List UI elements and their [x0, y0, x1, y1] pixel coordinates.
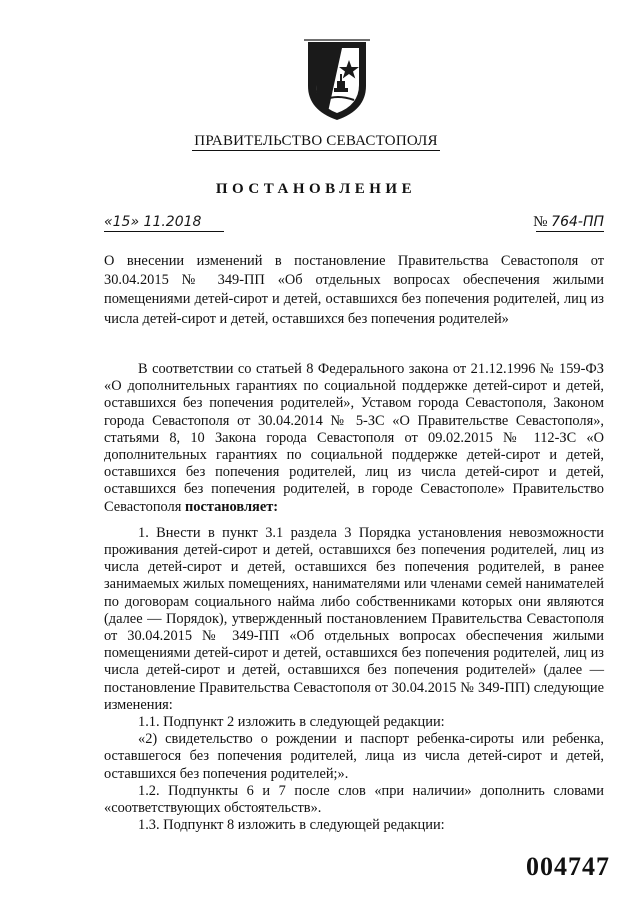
paragraph-1-3: 1.3. Подпункт 8 изложить в следующей редакции:: [138, 817, 445, 834]
government-title: [0, 133, 632, 150]
document-type: ПОСТАНОВЛЕНИЕ: [215, 181, 417, 197]
sevastopol-coat-of-arms-icon: [294, 36, 380, 124]
preamble-text: В соответствии со статьей 8 Федерального закона от 21.12.1996 № 159-ФЗ «О дополнительных гарантиях по социальной поддержке детей-сирот и детей, оставшихся без попечения родителей», Уставом города Севастополя, Законом города Севастополя от 30.04.2014 № 5-ЗС «О Правительстве Севастополя», статьями 8, 10 Закона города Севастополя от 09.02.2015 № 112-ЗС «О дополнительных гарантиях по социальной поддержке детей-сирот и детей, оставшихся без попечения родителей, лиц из числа детей-сирот и детей, оставшихся без попечения родителей, в городе Севастополе» Правительство Севастополя: [104, 361, 604, 515]
paragraph-1-1-text: «2) свидетельство о рождении и паспорт ребенка-сироты или ребенка, оставшегося без попечения родителей, лица из числа детей-сирот и детей, оставшихся без попечения родителей;».: [104, 731, 604, 782]
document-number: [533, 214, 604, 231]
paragraph-1: 1. Внести в пункт 3.1 раздела 3 Порядка установления невозможности проживания детей-сирот и детей, оставшихся без попечения родителей, лиц из числа детей-сирот и детей, оставшихся без попечения родителей, в ранее занимаемых жилых помещениях, нанимателями или членами семей нанимателей по договорам социального найма либо собственниками которых они являются (далее — Порядок), утвержденный постановлением Правительства Севастополя от 30.04.2015 № 349-ПП «Об отдельных вопросах обеспечения жилыми помещениями детей-сирот и детей, оставшихся без попечения родителей, лиц из числа детей-сирот и детей, оставшихся без попечения родителей» (далее — постановление Правительства Севастополя от 30.04.2015 № 349-ПП) следующие изменения:: [104, 524, 604, 713]
government-name: ПРАВИТЕЛЬСТВО СЕВАСТОПОЛЯ: [194, 133, 438, 149]
document-subject: О внесении изменений в постановление Правительства Севастополя от 30.04.2015 № 349-ПП «Об отдельных вопросах обеспечения жилыми помещениями детей-сирот и детей, оставшихся без попечения родителей, лиц из числа детей-сирот и детей, оставшихся без попечения родителей»: [104, 253, 604, 327]
paragraph-1-2: 1.2. Подпункты 6 и 7 после слов «при наличии» дополнить словами «соответствующих обстоятельств».: [104, 782, 604, 817]
document-date: «15» 11.2018: [104, 214, 202, 230]
document-body: [104, 361, 604, 834]
form-serial-number: 004747: [526, 852, 610, 881]
number-underline: [536, 231, 604, 232]
preamble: [104, 361, 604, 516]
decree-colon: :: [273, 498, 279, 515]
number-sign: №: [533, 214, 548, 230]
date-number-row: [104, 214, 604, 236]
paragraph-1-1: 1.1. Подпункт 2 изложить в следующей редакции:: [138, 714, 445, 731]
date-underline: [104, 231, 224, 232]
number-value: 764-ПП: [551, 214, 604, 230]
decree-word: постановляет: [184, 498, 274, 515]
